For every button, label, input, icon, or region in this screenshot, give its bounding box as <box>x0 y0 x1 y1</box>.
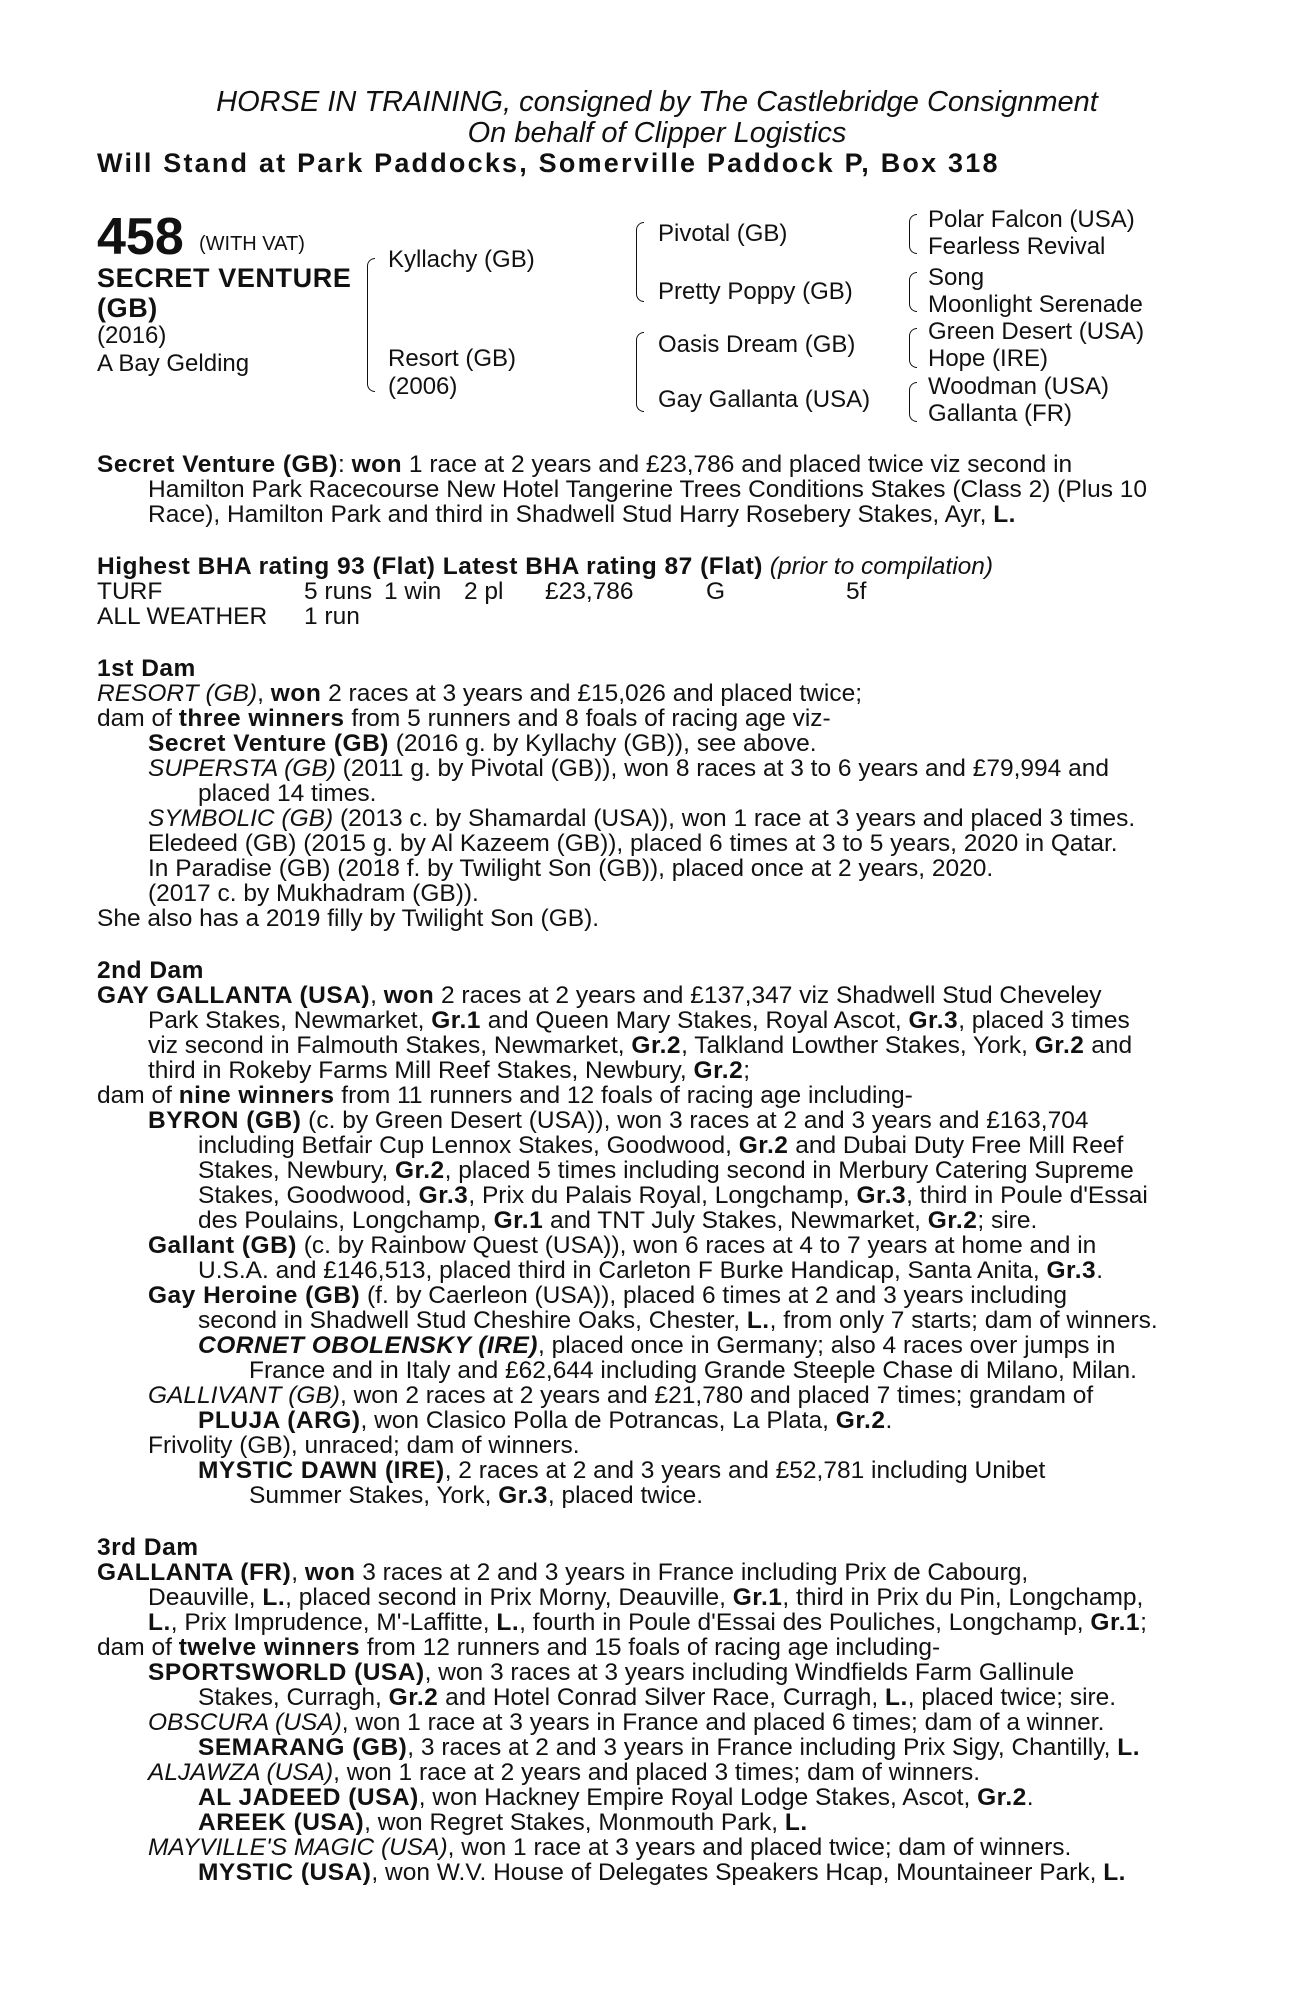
sire-dam-brace <box>367 258 375 392</box>
second-dam-line <box>198 1133 1123 1158</box>
second-dam-line <box>198 1183 1148 1208</box>
third-dam-heading: 3rd Dam <box>97 1534 199 1561</box>
winners-count: twelve winners <box>178 1634 361 1661</box>
txt: 3 races at 2 and 3 years in France including Prix de Cabourg, <box>355 1559 1029 1586</box>
grade-tag: Gr.2 <box>394 1157 445 1184</box>
summary-horse-name: Secret Venture (GB) <box>97 451 338 478</box>
grade-tag: Gr.1 <box>493 1207 544 1234</box>
second-dam-line <box>198 1258 1103 1283</box>
second-dam-line <box>148 1033 1132 1058</box>
produce-name: SEMARANG (GB) <box>198 1734 408 1761</box>
third-dam-line <box>148 1835 1071 1860</box>
txt: , Prix du Palais Royal, Longchamp, <box>468 1182 857 1209</box>
second-dam-heading: 2nd Dam <box>97 957 204 984</box>
second-dam-line: France and in Italy and £62,644 including Grande Steeple Chase di Milano, Milan. <box>249 1357 1137 1384</box>
bha-rating: Highest BHA rating 93 (Flat) Latest BHA rating 87 (Flat) <box>97 553 763 580</box>
txt: . <box>1026 1784 1034 1811</box>
dam-line-brace <box>636 332 644 412</box>
second-dam-line <box>148 1008 1130 1033</box>
txt: Stakes, Newbury, <box>198 1157 395 1184</box>
produce-name: Gallant (GB) <box>148 1232 297 1259</box>
turf-surface: TURF <box>97 578 163 605</box>
pedigree-sss: Polar Falcon (USA) <box>928 206 1135 233</box>
horse-name: SECRET VENTURE <box>97 263 352 293</box>
produce-name: ALJAWZA (USA) <box>148 1759 334 1786</box>
pedigree-dam-dam: Gay Gallanta (USA) <box>658 386 871 413</box>
txt: dam of <box>97 705 179 732</box>
txt: , won 1 race at 3 years in France and placed 6 times; dam of a winner. <box>341 1709 1105 1736</box>
txt: , fourth in Poule d'Essai des Pouliches, Longchamp, <box>519 1609 1091 1636</box>
txt: Summer Stakes, York, <box>249 1482 499 1509</box>
txt: (2016 g. by Kyllachy (GB)), see above. <box>388 730 817 757</box>
grade-tag: Gr.3 <box>908 1007 959 1034</box>
listed-tag: L. <box>993 501 1016 528</box>
vat-label: (WITH VAT) <box>199 233 305 255</box>
first-dam-line <box>148 731 817 756</box>
second-dam-line <box>198 1208 1037 1233</box>
listed-tag: L. <box>1117 1734 1141 1761</box>
bha-rating-line <box>97 554 993 579</box>
grade-tag: Gr.1 <box>732 1584 783 1611</box>
summary-text: 1 race at 2 years and £23,786 and placed twice viz second in <box>402 451 1073 478</box>
txt: (2013 c. by Shamardal (USA)), won 1 race at 3 years and placed 3 times. <box>333 805 1136 832</box>
second-dam-line <box>148 1108 1088 1133</box>
third-dam-line <box>97 1560 1028 1585</box>
produce-name: SPORTSWORLD (USA) <box>148 1659 425 1686</box>
dam-name: GAY GALLANTA (USA) <box>97 982 371 1009</box>
second-dam-line <box>198 1333 1115 1358</box>
pedigree-sire: Kyllachy (GB) <box>388 246 535 273</box>
produce-name: CORNET OBOLENSKY (IRE) <box>198 1332 538 1359</box>
turf-placed: 2 pl <box>464 578 504 605</box>
grade-tag: Gr.2 <box>388 1684 439 1711</box>
pedigree-dsd: Hope (IRE) <box>928 345 1049 372</box>
listed-tag: L. <box>1103 1859 1126 1886</box>
produce-name: OBSCURA (USA) <box>148 1709 342 1736</box>
txt: and Hotel Conrad Silver Race, Curragh, <box>438 1684 885 1711</box>
first-dam-line: Eledeed (GB) (2015 g. by Al Kazeem (GB)), placed 6 times at 3 to 5 years, 2020 in Qatar. <box>148 830 1118 857</box>
txt: , won 1 race at 3 years and placed twice; dam of winners. <box>447 1834 1072 1861</box>
third-dam-line <box>198 1860 1126 1885</box>
txt: , third in Prix du Pin, Longchamp, <box>782 1584 1144 1611</box>
third-dam-line <box>198 1810 808 1835</box>
txt: third in Rokeby Farms Mill Reef Stakes, Newbury, <box>148 1057 694 1084</box>
txt: , won 1 race at 2 years and placed 3 times; dam of winners. <box>333 1759 980 1786</box>
produce-name: PLUJA (ARG) <box>198 1407 361 1434</box>
third-dam-line <box>198 1785 1034 1810</box>
txt: and Dubai Duty Free Mill Reef <box>788 1132 1124 1159</box>
txt: , placed twice; sire. <box>907 1684 1117 1711</box>
txt: , placed second in Prix Morny, Deauville, <box>285 1584 733 1611</box>
txt: , from only 7 starts; dam of winners. <box>769 1307 1158 1334</box>
grade-tag: Gr.2 <box>631 1032 682 1059</box>
third-dam-line <box>198 1735 1140 1760</box>
first-dam-line: (2017 c. by Mukhadram (GB)). <box>148 880 479 907</box>
txt: , <box>370 982 384 1009</box>
lot-number: 458 <box>97 208 184 266</box>
listed-tag: L. <box>885 1684 908 1711</box>
txt: dam of <box>97 1082 179 1109</box>
grade-tag: Gr.3 <box>856 1182 907 1209</box>
rating-note: (prior to compilation) <box>762 553 994 580</box>
won-tag: won <box>383 982 435 1009</box>
first-dam-line <box>97 706 831 731</box>
txt: , placed once in Germany; also 4 races over jumps in <box>537 1332 1116 1359</box>
txt: Deauville, <box>148 1584 263 1611</box>
pedigree-dam-year: (2006) <box>388 373 458 400</box>
first-dam-line <box>148 756 1109 781</box>
produce-name: MYSTIC DAWN (IRE) <box>198 1457 445 1484</box>
second-dam-line <box>198 1308 1158 1333</box>
txt: . <box>1096 1257 1103 1284</box>
txt: dam of <box>97 1634 179 1661</box>
txt: (c. by Rainbow Quest (USA)), won 6 races at 4 to 7 years at home and in <box>296 1232 1097 1259</box>
txt: , Prix Imprudence, M'-Laffitte, <box>170 1609 497 1636</box>
third-dam-line <box>148 1710 1104 1735</box>
second-dam-line <box>148 1233 1096 1258</box>
second-dam-line <box>148 1383 1093 1408</box>
dam-name: GALLANTA (FR) <box>97 1559 292 1586</box>
txt: , won W.V. House of Delegates Speakers Hcap, Mountaineer Park, <box>371 1859 1104 1886</box>
txt: second in Shadwell Stud Cheshire Oaks, Chester, <box>198 1307 747 1334</box>
produce-name: GALLIVANT (GB) <box>148 1382 340 1409</box>
summary-line-2: Hamilton Park Racecourse New Hotel Tangerine Trees Conditions Stakes (Class 2) (Plus 10 <box>148 476 1148 503</box>
txt: , Talkland Lowther Stakes, York, <box>681 1032 1035 1059</box>
summary-colon: : <box>337 451 352 478</box>
txt: (c. by Green Desert (USA)), won 3 races at 2 and 3 years and £163,704 <box>301 1107 1089 1134</box>
second-dam-line <box>148 1058 750 1083</box>
txt: , placed 5 times including second in Merbury Catering Supreme <box>444 1157 1134 1184</box>
turf-wins: 1 win <box>384 578 442 605</box>
third-dam-line <box>148 1610 1147 1635</box>
turf-earnings: £23,786 <box>545 578 634 605</box>
grade-tag: Gr.2 <box>1034 1032 1085 1059</box>
produce-name: Gay Heroine (GB) <box>148 1282 361 1309</box>
second-dam-line <box>148 1283 1067 1308</box>
first-dam-line: In Paradise (GB) (2018 f. by Twilight Son (GB)), placed once at 2 years, 2020. <box>148 855 994 882</box>
txt: , won Regret Stakes, Monmouth Park, <box>364 1809 785 1836</box>
dam-name: RESORT (GB) <box>97 680 258 707</box>
txt: 2 races at 3 years and £15,026 and placed twice; <box>321 680 863 707</box>
grade-tag: Gr.3 <box>418 1182 469 1209</box>
txt: , third in Poule d'Essai <box>906 1182 1148 1209</box>
horse-country: (GB) <box>97 293 158 323</box>
on-behalf-line: On behalf of Clipper Logistics <box>467 117 847 149</box>
second-dam-line <box>198 1408 892 1433</box>
grand-brace-1 <box>909 214 917 254</box>
listed-tag: L. <box>262 1584 286 1611</box>
produce-name: MAYVILLE'S MAGIC (USA) <box>148 1834 448 1861</box>
third-dam-line <box>198 1685 1116 1710</box>
sire-line-brace <box>636 222 644 302</box>
txt: , <box>257 680 271 707</box>
txt: , won Hackney Empire Royal Lodge Stakes, Ascot, <box>418 1784 978 1811</box>
second-dam-line <box>97 1083 913 1108</box>
aw-surface: ALL WEATHER <box>97 603 268 630</box>
listed-tag: L. <box>496 1609 520 1636</box>
txt: ; sire. <box>977 1207 1038 1234</box>
aw-runs: 1 run <box>304 603 360 630</box>
grade-tag: Gr.1 <box>431 1007 481 1034</box>
second-dam-line <box>198 1458 1045 1483</box>
produce-name: SYMBOLIC (GB) <box>148 805 334 832</box>
txt: including Betfair Cup Lennox Stakes, Goodwood, <box>198 1132 739 1159</box>
txt: from 5 runners and 8 foals of racing age viz- <box>344 705 831 732</box>
third-dam-line <box>148 1585 1143 1610</box>
third-dam-line <box>148 1660 1074 1685</box>
grand-brace-3 <box>909 328 917 368</box>
summary-text-3: Race), Hamilton Park and third in Shadwell Stud Harry Rosebery Stakes, Ayr, <box>148 501 994 528</box>
pedigree-sds: Song <box>928 264 985 291</box>
txt: , <box>291 1559 305 1586</box>
produce-name: Secret Venture (GB) <box>148 730 389 757</box>
grade-tag: Gr.2 <box>977 1784 1027 1811</box>
horse-description: A Bay Gelding <box>97 350 250 377</box>
turf-distance: 5f <box>846 578 867 605</box>
summary-won: won <box>351 451 403 478</box>
first-dam-line <box>148 806 1135 831</box>
won-tag: won <box>270 680 322 707</box>
pedigree-ddd: Gallanta (FR) <box>928 400 1073 427</box>
second-dam-line: Frivolity (GB), unraced; dam of winners. <box>148 1432 580 1459</box>
grand-brace-4 <box>909 382 917 422</box>
txt: U.S.A. and £146,513, placed third in Carleton F Burke Handicap, Santa Anita, <box>198 1257 1047 1284</box>
txt: ; <box>743 1057 751 1084</box>
turf-runs: 5 runs <box>304 578 373 605</box>
txt: Stakes, Goodwood, <box>198 1182 419 1209</box>
txt: , placed 3 times <box>958 1007 1130 1034</box>
txt: viz second in Falmouth Stakes, Newmarket, <box>148 1032 632 1059</box>
txt: and <box>1084 1032 1133 1059</box>
txt: and TNT July Stakes, Newmarket, <box>543 1207 928 1234</box>
first-dam-line <box>97 681 862 706</box>
txt: from 12 runners and 15 foals of racing age including- <box>360 1634 941 1661</box>
listed-tag: L. <box>148 1609 171 1636</box>
produce-name: MYSTIC (USA) <box>198 1859 372 1886</box>
pedigree-ssd: Fearless Revival <box>928 233 1106 260</box>
listed-tag: L. <box>746 1307 770 1334</box>
grade-tag: Gr.2 <box>927 1207 978 1234</box>
won-tag: won <box>304 1559 356 1586</box>
txt: (2011 g. by Pivotal (GB)), won 8 races at 3 to 6 years and £79,994 and <box>335 755 1109 782</box>
txt: , placed twice. <box>547 1482 704 1509</box>
stabling-line: Will Stand at Park Paddocks, Somerville Paddock P, Box 318 <box>97 148 1000 178</box>
first-dam-line: placed 14 times. <box>198 780 377 807</box>
first-dam-heading: 1st Dam <box>97 655 196 682</box>
txt: (f. by Caerleon (USA)), placed 6 times at 2 and 3 years including <box>360 1282 1067 1309</box>
grade-tag: Gr.3 <box>498 1482 548 1509</box>
third-dam-line <box>97 1635 940 1660</box>
consignor-line: HORSE IN TRAINING, consigned by The Castlebridge Consignment <box>216 86 1098 118</box>
third-dam-line <box>148 1760 980 1785</box>
pedigree-dds: Woodman (USA) <box>928 373 1109 400</box>
turf-going: G <box>706 578 726 605</box>
pedigree-dss: Green Desert (USA) <box>928 318 1145 345</box>
first-dam-line: She also has a 2019 filly by Twilight Son (GB). <box>97 905 600 932</box>
txt: and Queen Mary Stakes, Royal Ascot, <box>480 1007 909 1034</box>
pedigree-dam-sire: Oasis Dream (GB) <box>658 331 856 358</box>
txt: 2 races at 2 years and £137,347 viz Shadwell Stud Cheveley <box>434 982 1102 1009</box>
winners-count: nine winners <box>178 1082 335 1109</box>
grade-tag: Gr.2 <box>835 1407 886 1434</box>
txt: ; <box>1140 1609 1147 1636</box>
second-dam-line <box>198 1158 1134 1183</box>
produce-name: SUPERSTA (GB) <box>148 755 336 782</box>
listed-tag: L. <box>784 1809 808 1836</box>
grade-tag: Gr.3 <box>1046 1257 1097 1284</box>
txt: Park Stakes, Newmarket, <box>148 1007 432 1034</box>
txt: , won 2 races at 2 years and £21,780 and placed 7 times; grandam of <box>339 1382 1094 1409</box>
txt: , 3 races at 2 and 3 years in France including Prix Sigy, Chantilly, <box>407 1734 1118 1761</box>
produce-name: BYRON (GB) <box>148 1107 302 1134</box>
txt: Stakes, Curragh, <box>198 1684 389 1711</box>
txt: , 2 races at 2 and 3 years and £52,781 including Unibet <box>444 1457 1046 1484</box>
pedigree-sire-dam: Pretty Poppy (GB) <box>658 278 853 305</box>
pedigree-dam: Resort (GB) <box>388 345 517 372</box>
grade-tag: Gr.1 <box>1090 1609 1141 1636</box>
txt: des Poulains, Longchamp, <box>198 1207 494 1234</box>
grade-tag: Gr.2 <box>738 1132 789 1159</box>
winners-count: three winners <box>178 705 345 732</box>
summary-line-3 <box>148 502 1016 527</box>
grade-tag: Gr.2 <box>693 1057 744 1084</box>
txt: , won Clasico Polla de Potrancas, La Plata, <box>360 1407 836 1434</box>
txt: , won 3 races at 3 years including Windfields Farm Gallinule <box>424 1659 1075 1686</box>
pedigree-sire-sire: Pivotal (GB) <box>658 220 788 247</box>
summary-line-1 <box>97 452 1072 477</box>
produce-name: AL JADEED (USA) <box>198 1784 419 1811</box>
second-dam-line <box>249 1483 703 1508</box>
second-dam-line <box>97 983 1102 1008</box>
txt: . <box>885 1407 893 1434</box>
horse-year: (2016) <box>97 322 167 349</box>
txt: from 11 runners and 12 foals of racing age including- <box>334 1082 913 1109</box>
grand-brace-2 <box>909 272 917 312</box>
produce-name: AREEK (USA) <box>198 1809 365 1836</box>
pedigree-sdd: Moonlight Serenade <box>928 291 1143 318</box>
